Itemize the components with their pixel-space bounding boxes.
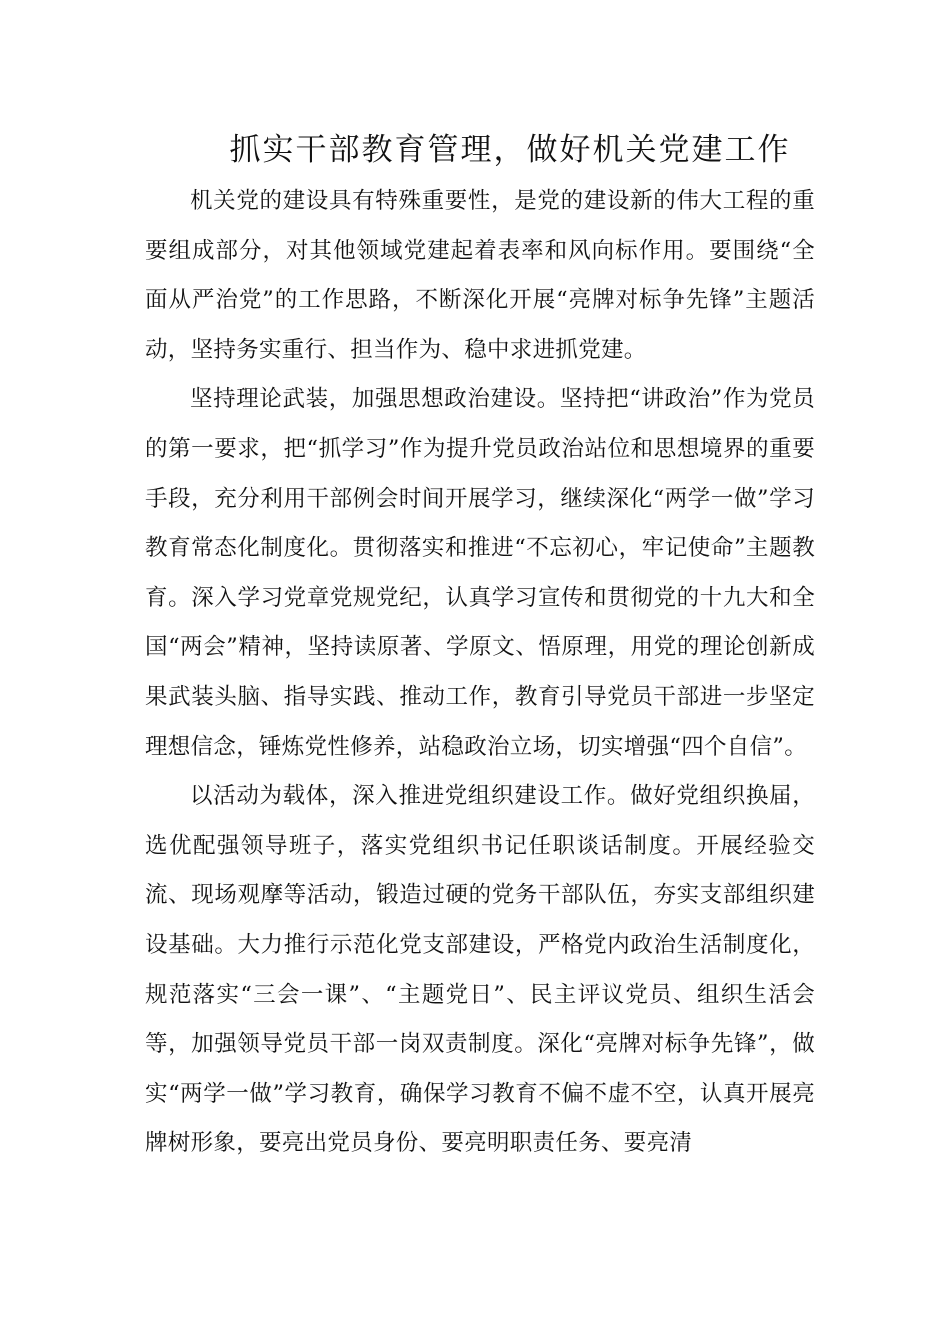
paragraph-intro: 机关党的建设具有特殊重要性，是党的建设新的伟大工程的重要组成部分，对其他领域党建起着表率和风向标作用。要围绕“全面从严治党”的工作思路，不断深化开展“亮牌对标争先锋”主题活动，坚持务实重行、担当作为、稳中求进抓党建。 bbox=[145, 188, 815, 363]
document-title: 抓实干部教育管理，做好机关党建工作 bbox=[229, 132, 791, 168]
document-body bbox=[145, 177, 815, 1169]
paragraph-organization: 以活动为载体，深入推进党组织建设工作。做好党组织换届，选优配强领导班子，落实党组织书记任职谈话制度。开展经验交流、现场观摩等活动，锻造过硬的党务干部队伍，夯实支部组织建设基础。大力推行示范化党支部建设，严格党内政治生活制度化，规范落实“三会一课”、“主题党日”、民主评议党员、组织生活会等，加强领导党员干部一岗双责制度。深化“亮牌对标争先锋”，做实“两学一做”学习教育，确保学习教育不偏不虚不空，认真开展亮牌树形象，要亮出党员身份、要亮明职责任务、要亮清 bbox=[145, 783, 815, 1157]
paragraph-theory: 坚持理论武装，加强思想政治建设。坚持把“讲政治”作为党员的第一要求，把“抓学习”作为提升党员政治站位和思想境界的重要手段，充分利用干部例会时间开展学习，继续深化“两学一做”学习教育常态化制度化。贯彻落实和推进“不忘初心，牢记使命”主题教育。深入学习党章党规党纪，认真学习宣传和贯彻党的十九大和全国“两会”精神，坚持读原著、学原文、悟原理，用党的理论创新成果武装头脑、指导实践、推动工作，教育引导党员干部进一步坚定理想信念，锤炼党性修养，站稳政治立场，切实增强“四个自信”。 bbox=[145, 386, 815, 760]
